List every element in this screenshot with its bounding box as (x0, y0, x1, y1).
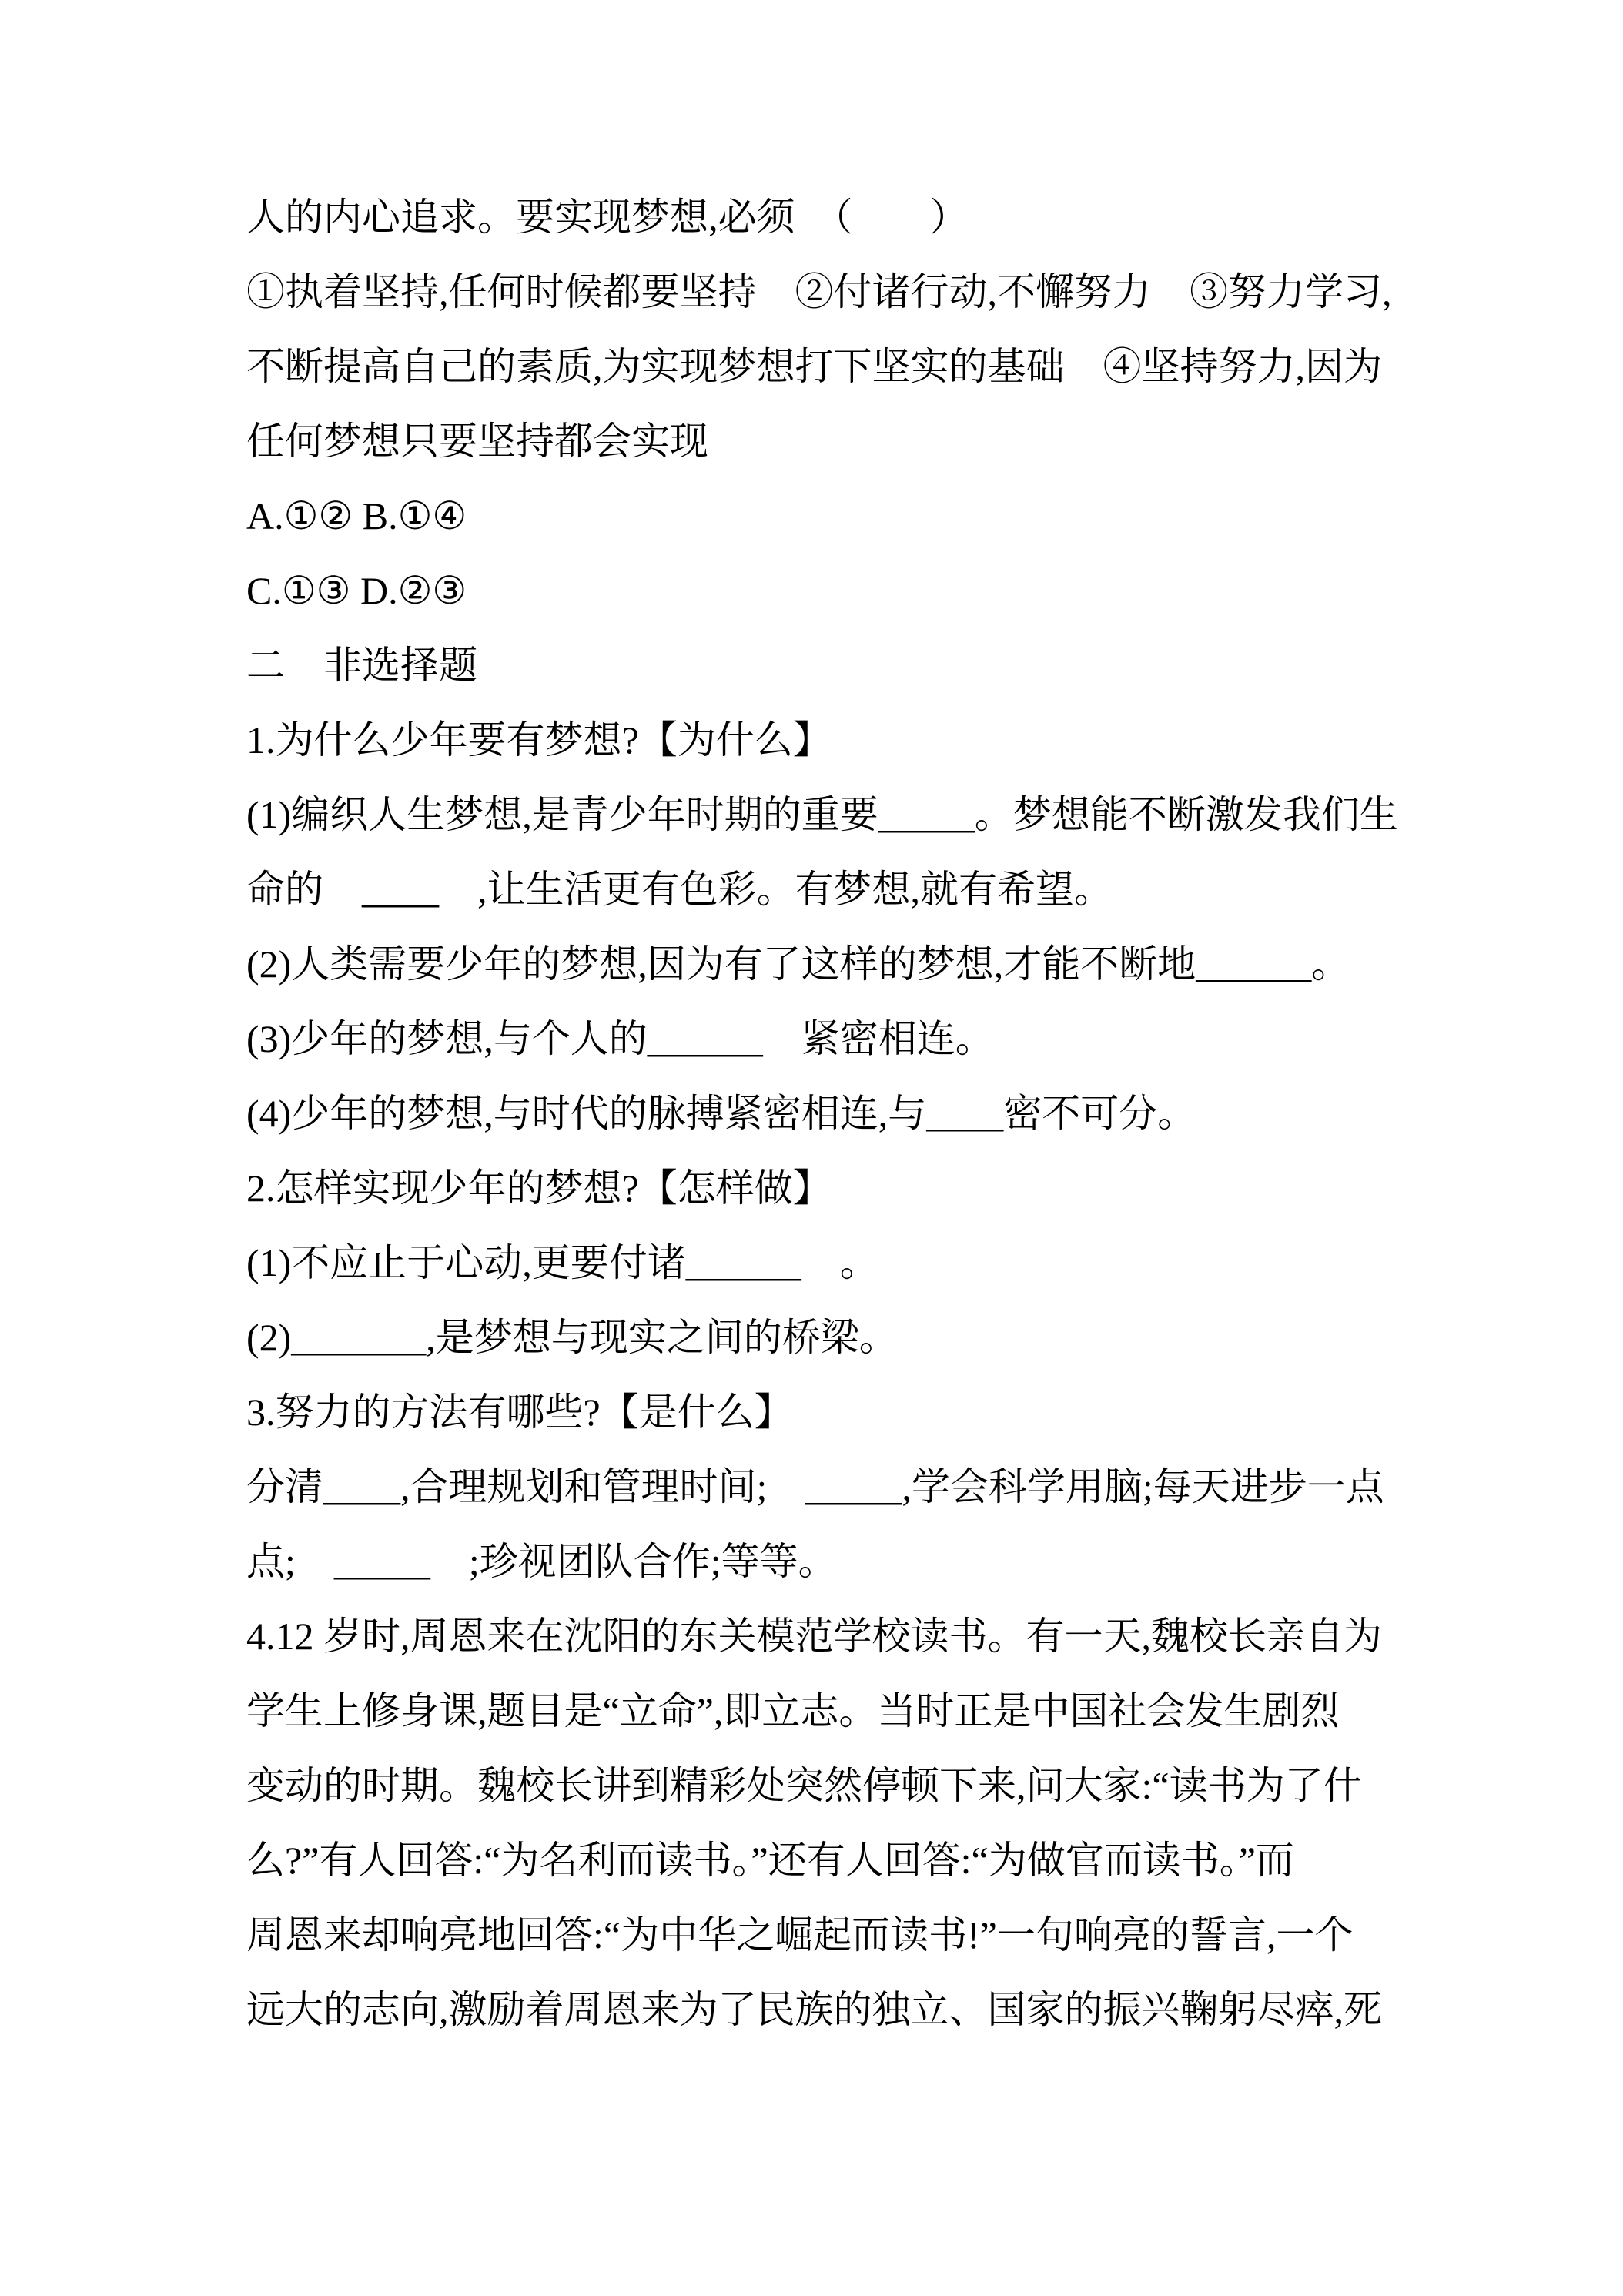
text-line-15: (1)不应止于心动,更要付诸______ 。 (246, 1241, 878, 1284)
document-body (246, 180, 1500, 2047)
text-line-19: 点; _____ ;珍视团队合作;等等。 (246, 1540, 837, 1583)
text-line-23: 么?”有人回答:“为名利而读书。”还有人回答:“为做官而读书。”而 (246, 1839, 1294, 1882)
text-line-12: (3)少年的梦想,与个人的______ 紧密相连。 (246, 1017, 994, 1060)
text-line-9: (1)编织人生梦想,是青少年时期的重要_____。梦想能不断激发我们生 (246, 793, 1398, 836)
text-line-3: 不断提高自己的素质,为实现梦想打下坚实的基础 ④坚持努力,因为 (246, 345, 1382, 388)
text-line-18: 分清____,合理规划和管理时间; _____,学会科学用脑;每天进步一点 (246, 1465, 1384, 1508)
text-line-25: 远大的志向,激励着周恩来为了民族的独立、国家的振兴鞠躬尽瘁,死 (246, 1988, 1382, 2031)
text-line-16: (2)_______,是梦想与现实之间的桥梁。 (246, 1316, 898, 1359)
text-line-1: 人的内心追求。要实现梦想,必须 （ ） (246, 196, 969, 239)
text-line-17: 3.努力的方法有哪些?【是什么】 (246, 1391, 793, 1434)
text-line-21: 学生上修身课,题目是“立命”,即立志。当时正是中国社会发生剧烈 (246, 1689, 1340, 1732)
text-line-14: 2.怎样实现少年的梦想?【怎样做】 (246, 1166, 832, 1210)
text-line-5: A.①② B.①④ (246, 494, 467, 537)
text-line-8: 1.为什么少年要有梦想?【为什么】 (246, 718, 832, 761)
text-line-7: 二 非选择题 (246, 644, 477, 687)
text-line-24: 周恩来却响亮地回答:“为中华之崛起而读书!”一句响亮的誓言,一个 (246, 1913, 1354, 1956)
text-line-11: (2)人类需要少年的梦想,因为有了这样的梦想,才能不断地______。 (246, 942, 1350, 986)
text-line-10: 命的 ____ ,让生活更有色彩。有梦想,就有希望。 (246, 868, 1113, 911)
text-line-20: 4.12 岁时,周恩来在沈阳的东关模范学校读书。有一天,魏校长亲自为 (246, 1615, 1382, 1658)
text-line-4: 任何梦想只要坚持都会实现 (246, 420, 708, 463)
text-line-22: 变动的时期。魏校长讲到精彩处突然停顿下来,问大家:“读书为了什 (246, 1764, 1362, 1807)
text-line-2: ①执着坚持,任何时候都要坚持 ②付诸行动,不懈努力 ③努力学习, (246, 270, 1392, 313)
text-line-6: C.①③ D.②③ (246, 569, 467, 612)
text-line-13: (4)少年的梦想,与时代的脉搏紧密相连,与____密不可分。 (246, 1092, 1196, 1135)
